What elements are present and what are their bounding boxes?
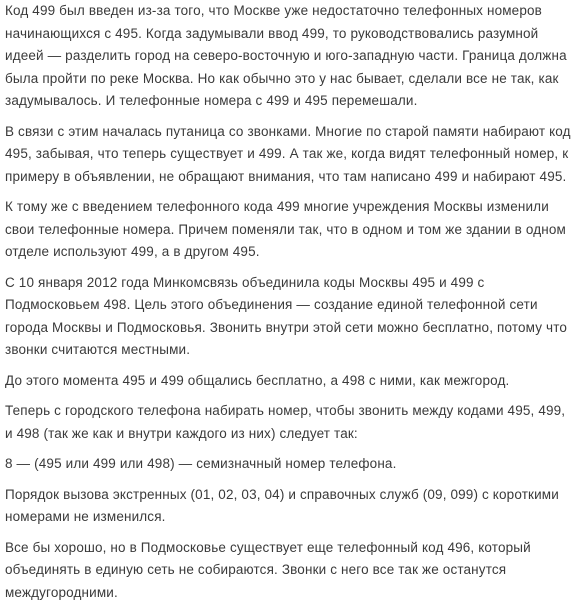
paragraph-merge-2012: С 10 января 2012 года Минкомсвязь объединила коды Москвы 495 и 499 с Подмосковьем 498. Цель этого объединения — создание единой телефонной сети города Москвы и Подмосковья. Звонить внутри этой сети можно бесплатно, потому что звонки считаются местными. bbox=[5, 274, 568, 357]
paragraph-dial-format: 8 — (495 или 499 или 498) — семизначный номер телефона. bbox=[5, 456, 397, 471]
paragraph-code-496: Все бы хорошо, но в Подмосковье существует еще телефонный код 496, который объединять в единую сеть не собираются. Звонки с него все так же останутся междугородними. bbox=[5, 539, 531, 600]
paragraph-emergency: Порядок вызова экстренных (01, 02, 03, 04) и справочных служб (09, 099) с короткими номерами не изменился. bbox=[5, 486, 559, 524]
paragraph-dialing-now: Теперь с городского телефона набирать номер, чтобы звонить между кодами 495, 499, и 498 (так же как и внутри каждого из них) следует так: bbox=[5, 403, 566, 441]
paragraph-code-499-intro: Код 499 был введен из-за того, что Москве уже недостаточно телефонных номеров начинающихся с 495. Когда задумывали ввод 499, то руководствовались разумной идеей — разделить город на северо-восточную и юго-западную части. Граница должна была пройти по реке Москва. Но как обычно это у нас бывает, сделали все не так, как задумывалось. И телефонные номера с 499 и 495 перемешали. bbox=[5, 3, 567, 108]
article-body bbox=[5, 0, 571, 612]
paragraph-institutions: К тому же с введением телефонного кода 499 многие учреждения Москвы изменили свои телефонные номера. Причем поменяли так, что в одном и том же здании в одном отделе используют 499, а в другом 495. bbox=[5, 199, 566, 259]
paragraph-confusion: В связи с этим началась путаница со звонками. Многие по старой памяти набирают код 495, забывая, что теперь существует и 499. А так же, когда видят телефонный номер, к примеру в объявлении, не обращают внимания, что там написано 499 и набирают 495. bbox=[5, 123, 571, 184]
paragraph-before: До этого момента 495 и 499 общались бесплатно, а 498 с ними, как межгород. bbox=[5, 372, 510, 388]
